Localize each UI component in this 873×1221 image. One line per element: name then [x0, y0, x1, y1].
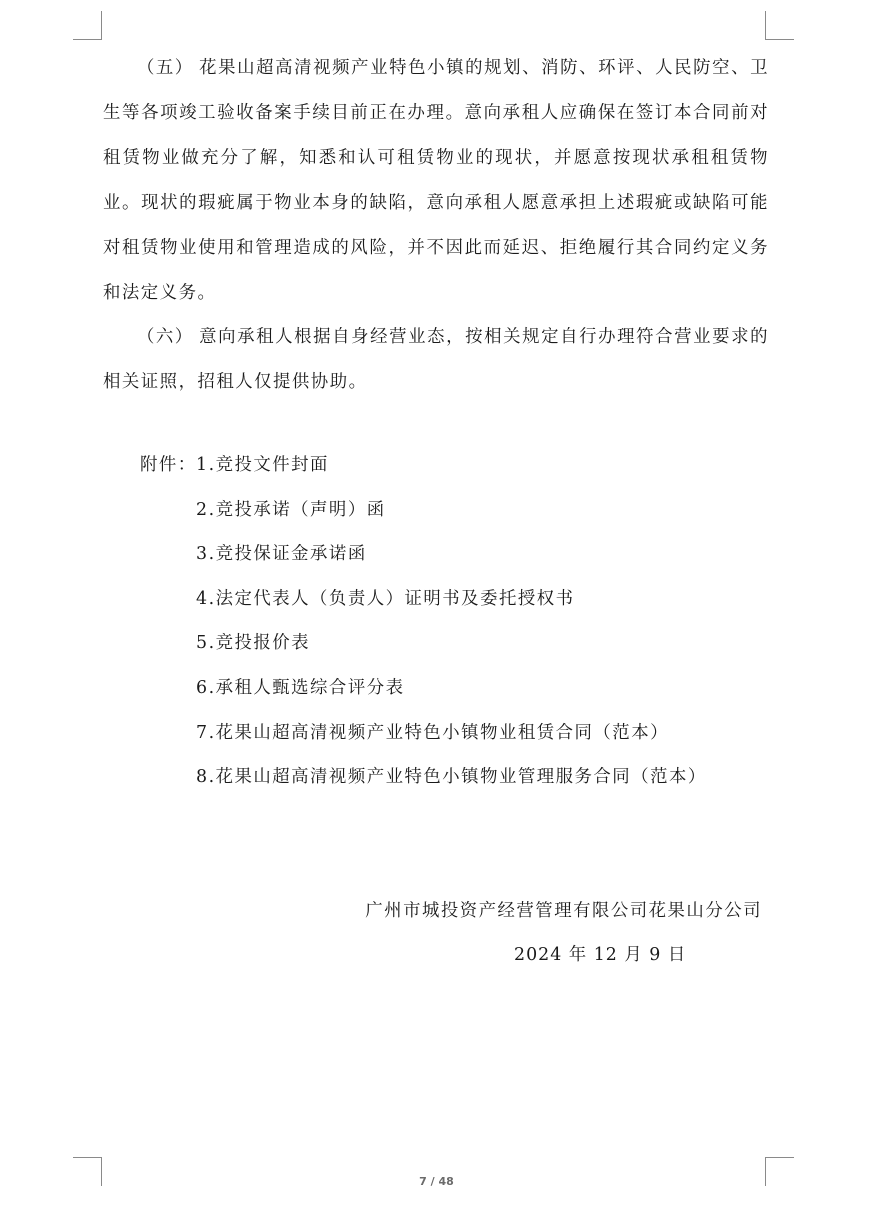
attachment-item: 5.竞投报价表: [196, 633, 311, 654]
attachments-list: [196, 450, 707, 807]
clause-6-label: （六）: [137, 327, 194, 347]
attachment-item: 1.竞投文件封面: [196, 455, 329, 475]
clause-5-text: 花果山超高清视频产业特色小镇的规划、消防、环评、人民防空、卫生等各项竣工验收备案手续目前正在办理。意向承租人应确保在签订本合同前对租赁物业做充分了解，知悉和认可租赁物业的现状，并愿意按现状承租租赁物业。现状的瑕疵属于物业本身的缺陷，意向承租人愿意承担上述瑕疵或缺陷可能对租赁物业使用和管理造成的风险，并不因此而延迟、拒绝履行其合同约定义务和法定义务。: [103, 58, 769, 303]
clause-6-text: 意向承租人根据自身经营业态，按相关规定自行办理符合营业要求的相关证照，招租人仅提供协助。: [103, 327, 769, 392]
attachment-item: 7.花果山超高清视频产业特色小镇物业租赁合同（范本）: [196, 722, 669, 743]
attachment-item: 6.承租人甄选综合评分表: [196, 677, 405, 698]
crop-mark-top-left: [73, 11, 102, 40]
signing-date: 2024 年 12 月 9 日: [514, 945, 687, 965]
attachment-item: 3.竞投保证金承诺函: [196, 544, 367, 565]
attachment-item: 4.法定代表人（负责人）证明书及委托授权书: [196, 588, 575, 609]
page-number: 7 / 48: [419, 1175, 454, 1188]
attachments-heading: 附件：: [140, 455, 197, 475]
signing-organization: 广州市城投资产经营管理有限公司花果山分公司: [365, 901, 762, 921]
attachment-item: 2.竞投承诺（声明）函: [196, 499, 386, 520]
clause-5: [103, 46, 769, 316]
clause-5-label: （五）: [137, 58, 194, 78]
attachment-item: 8.花果山超高清视频产业特色小镇物业管理服务合同（范本）: [196, 767, 707, 788]
crop-mark-top-right: [765, 11, 794, 40]
clause-6: [103, 315, 769, 405]
